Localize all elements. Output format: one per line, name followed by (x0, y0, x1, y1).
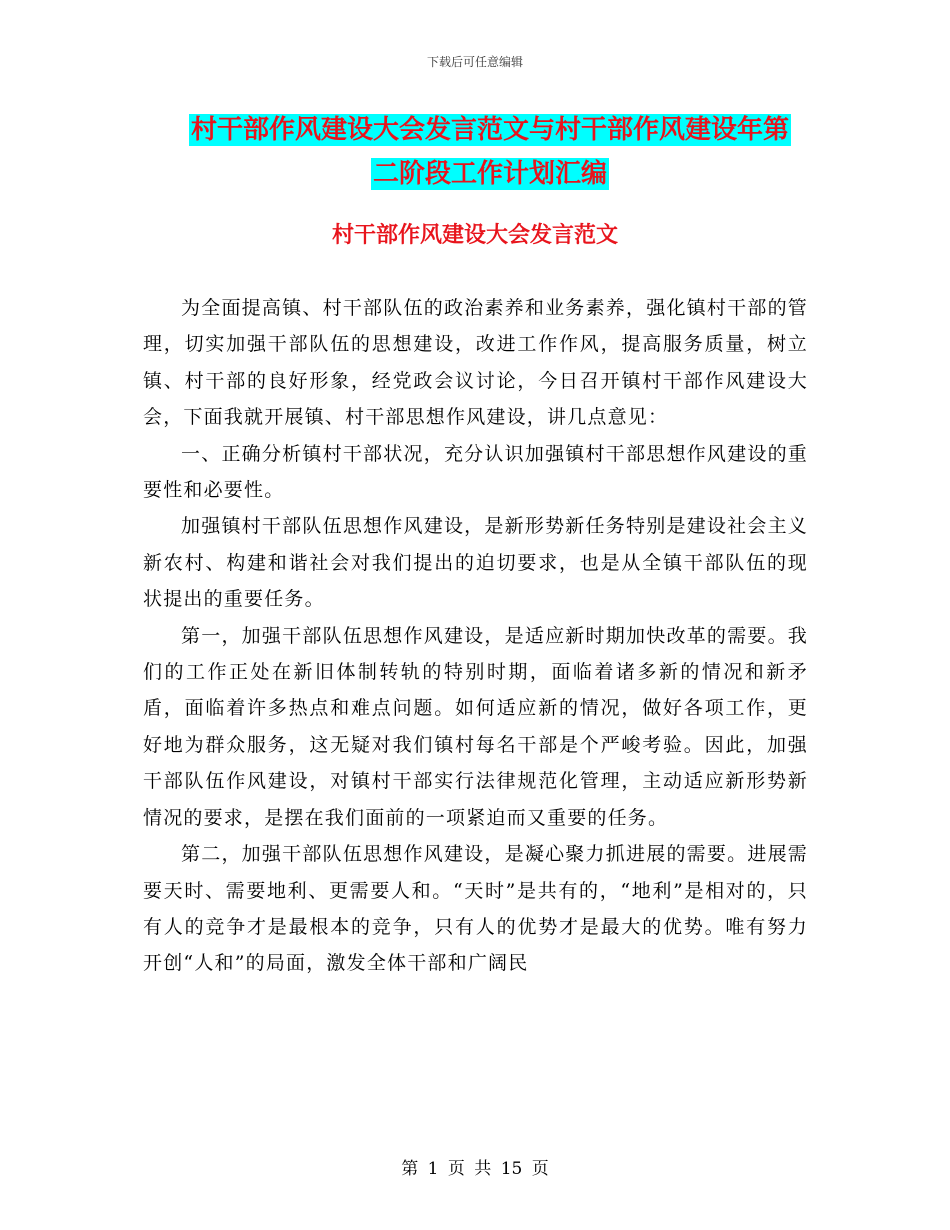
paragraph: 加强镇村干部队伍思想作风建设，是新形势新任务特别是建设社会主义新农村、构建和谐社会对我们提出的迫切要求，也是从全镇干部队伍的现状提出的重要任务。 (143, 515, 808, 611)
document-title-line-2: 二阶段工作计划汇编 (372, 159, 607, 189)
paragraph: 第一，加强干部队伍思想作风建设，是适应新时期加快改革的需要。我们的工作正处在新旧体制转轨的特别时期，面临着诸多新的情况和新矛盾，面临着许多热点和难点问题。如何适应新的情况，做好各项工作，更好地为群众服务，这无疑对我们镇村每名干部是个严峻考验。因此，加强干部队伍作风建设，对镇村干部实行法律规范化管理，主动适应新形势新情况的要求，是摆在我们面前的一项紧迫而又重要的任务。 (143, 624, 808, 829)
page-footer: 第 1 页 共 15 页 (401, 1159, 549, 1179)
paragraph: 一、正确分析镇村干部状况，充分认识加强镇村干部思想作风建设的重要性和必要性。 (143, 442, 808, 502)
body-text (143, 290, 808, 982)
header-note: 下载后可任意编辑 (426, 55, 523, 69)
paragraph: 为全面提高镇、村干部队伍的政治素养和业务素养，强化镇村干部的管理，切实加强干部队伍的思想建设，改进工作作风，提高服务质量，树立镇、村干部的良好形象，经党政会议讨论，今日召开镇村干部作风建设大会，下面我就开展镇、村干部思想作风建设，讲几点意见： (143, 297, 808, 429)
paragraph: 第二，加强干部队伍思想作风建设，是凝心聚力抓进展的需要。进展需要天时、需要地利、更需要人和。“天时”是共有的，“地利”是相对的，只有人的竞争才是最根本的竞争，只有人的优势才是最大的优势。唯有努力开创“人和”的局面，激发全体干部和广阔民 (143, 843, 808, 975)
document-title-line-1: 村干部作风建设大会发言范文与村干部作风建设年第 (190, 115, 789, 145)
section-title: 村干部作风建设大会发言范文 (331, 222, 618, 248)
document-title (140, 108, 840, 196)
